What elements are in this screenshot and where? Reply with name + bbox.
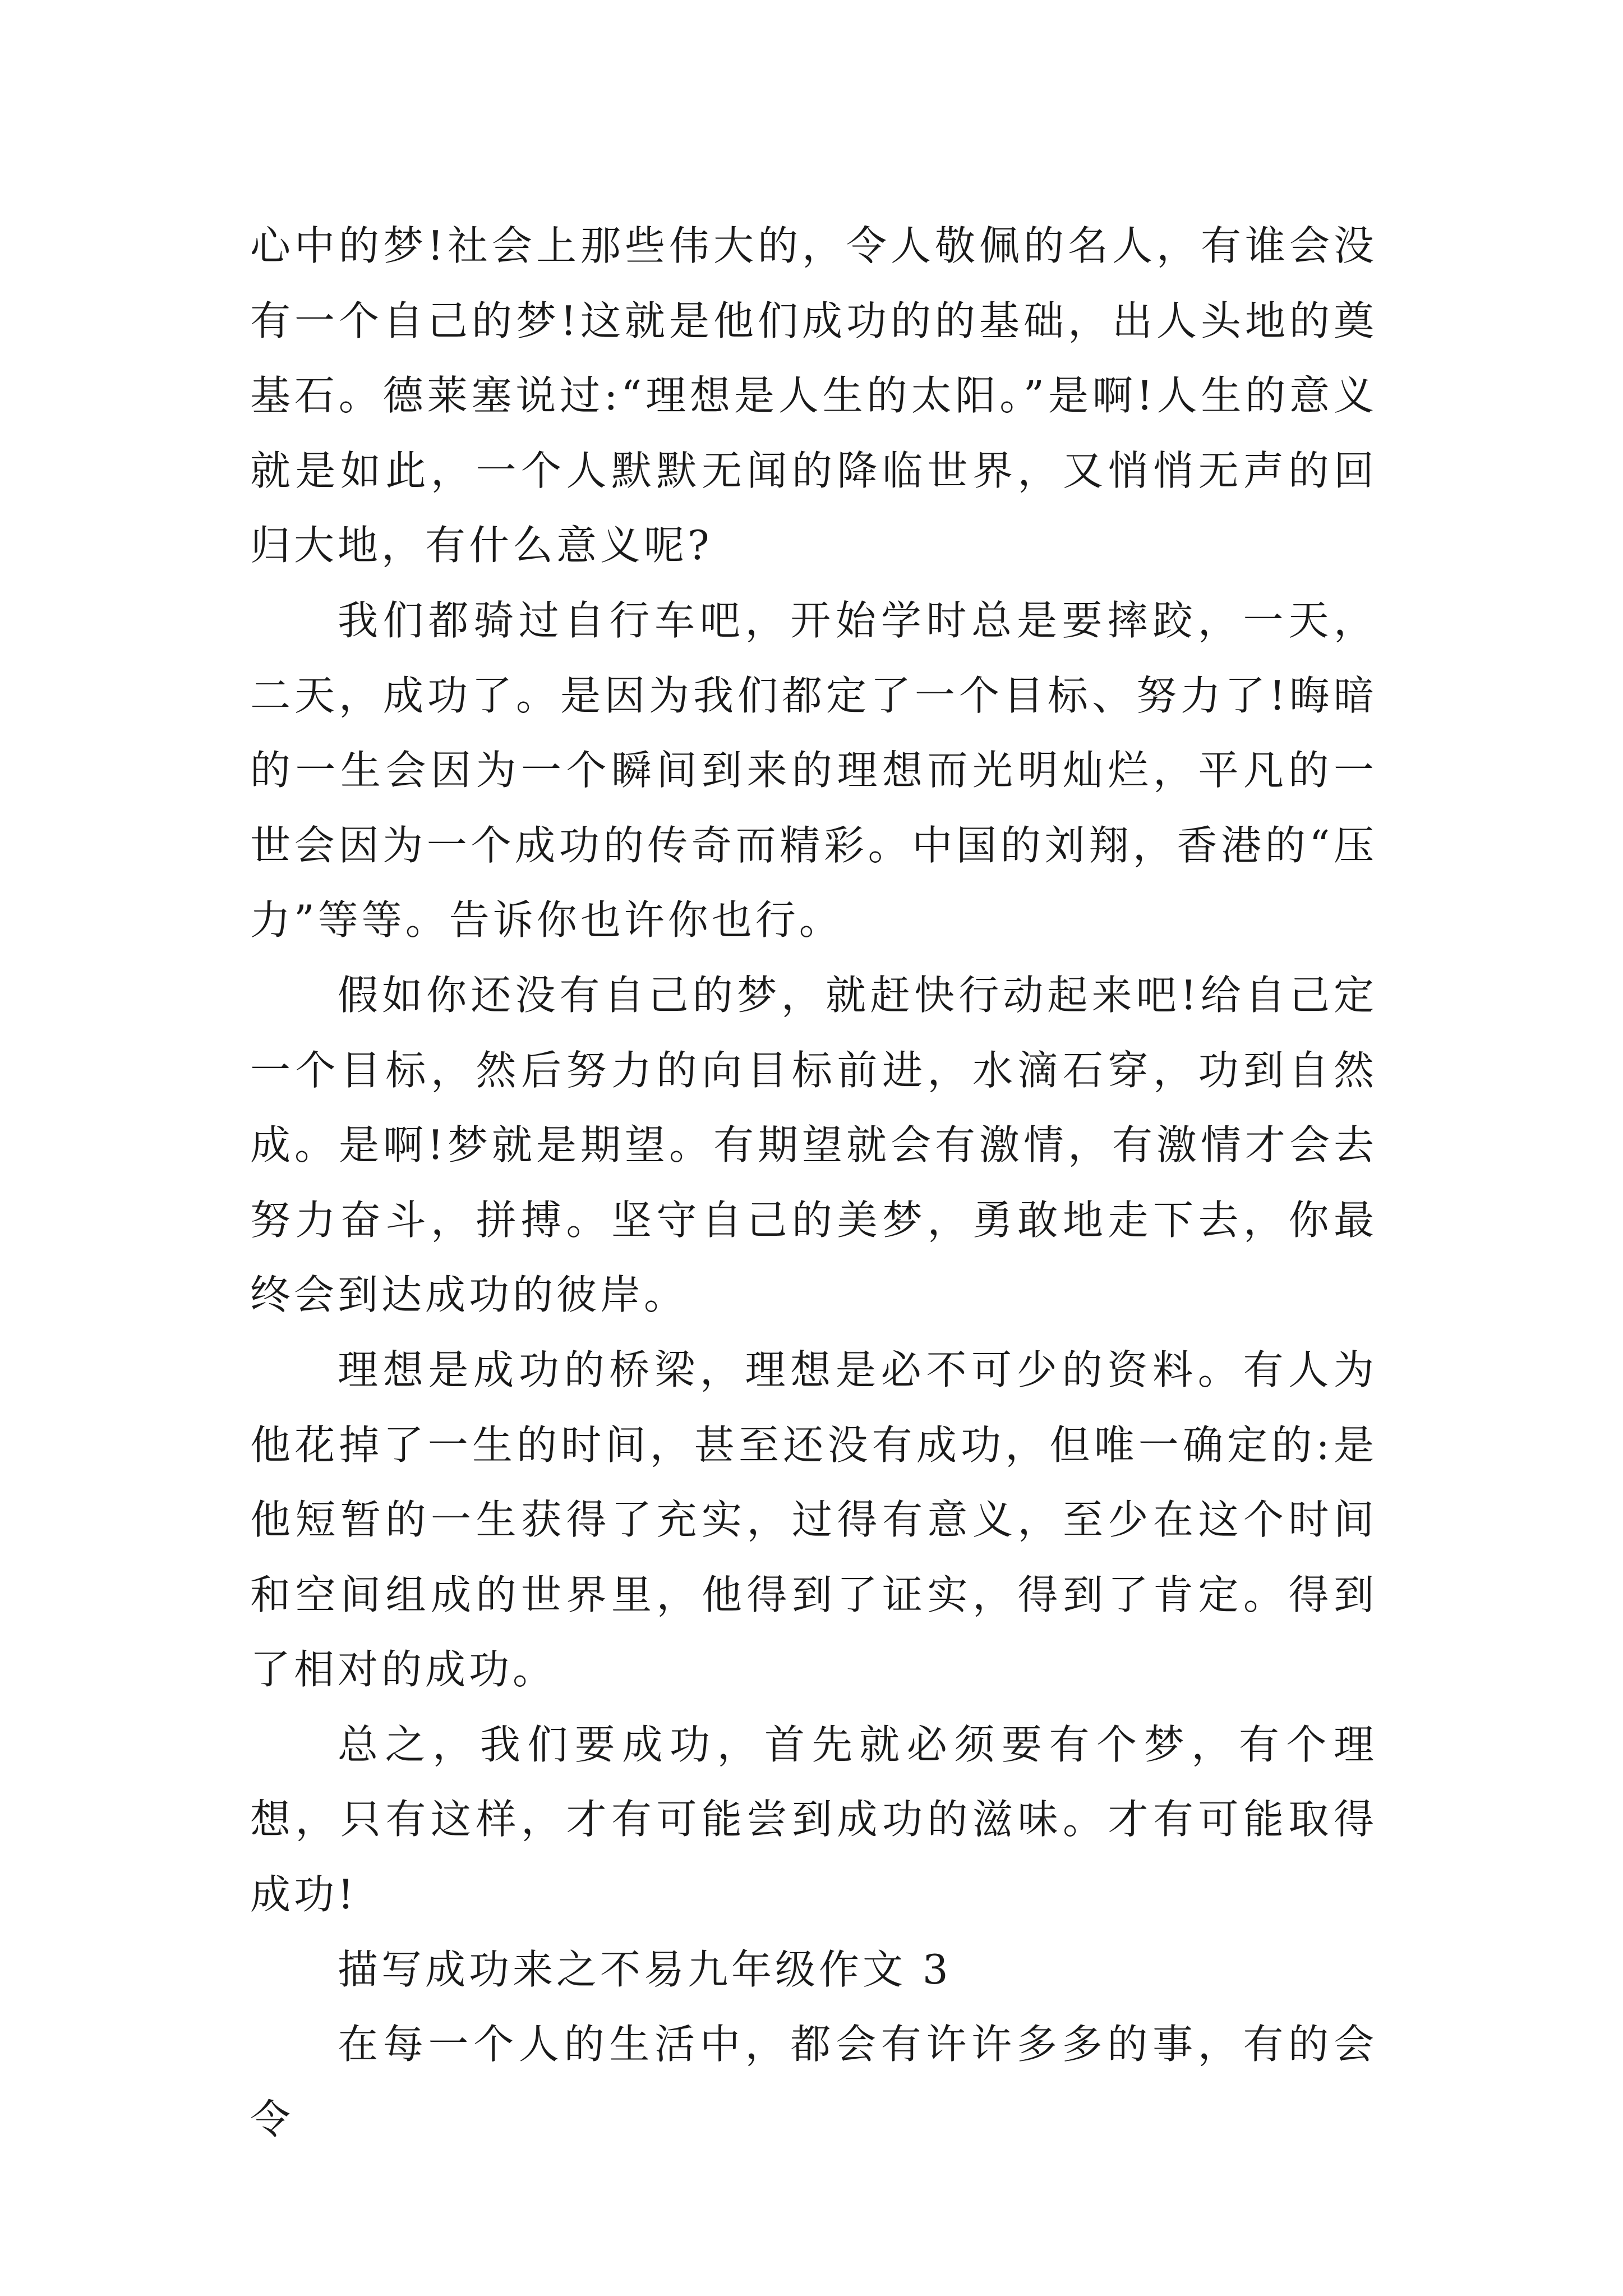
paragraph-continuation: 心中的梦!社会上那些伟大的，令人敬佩的名人，有谁会没有一个自己的梦!这就是他们成功的的基础，出人头地的奠基石。德莱塞说过:“理想是人生的太阳。”是啊!人生的意义就是如此，一个人默默无闻的降临世界，又悄悄无声的回归大地，有什么意义呢? bbox=[250, 222, 1377, 569]
paragraph-bicycle: 我们都骑过自行车吧，开始学时总是要摔跤，一天，二天，成功了。是因为我们都定了一个目标、努力了!晦暗的一生会因为一个瞬间到来的理想而光明灿烂，平凡的一世会因为一个成功的传奇而精彩。中国的刘翔，香港的“压力”等等。告诉你也许你也行。 bbox=[250, 596, 1377, 944]
paragraph-next-essay-start: 在每一个人的生活中，都会有许许多多的事，有的会令 bbox=[250, 2021, 1377, 2143]
paragraph-conclusion: 总之，我们要成功，首先就必须要有个梦，有个理想，只有这样，才有可能尝到成功的滋味。才有可能取得成功! bbox=[250, 1720, 1377, 1918]
essay-heading: 描写成功来之不易九年级作文 3 bbox=[338, 1945, 952, 1993]
paragraph-ideal-bridge: 理想是成功的桥梁，理想是必不可少的资料。有人为他花掉了一生的时间，甚至还没有成功，但唯一确定的:是他短暂的一生获得了充实，过得有意义，至少在这个时间和空间组成的世界里，他得到了证实，得到了肯定。得到了相对的成功。 bbox=[250, 1346, 1377, 1694]
document-body bbox=[250, 209, 1377, 2157]
paragraph-dream: 假如你还没有自己的梦，就赶快行动起来吧!给自己定一个目标，然后努力的向目标前进，水滴石穿，功到自然成。是啊!梦就是期望。有期望就会有激情，有激情才会去努力奋斗，拼搏。坚守自己的美梦，勇敢地走下去，你最终会到达成功的彼岸。 bbox=[250, 971, 1377, 1319]
